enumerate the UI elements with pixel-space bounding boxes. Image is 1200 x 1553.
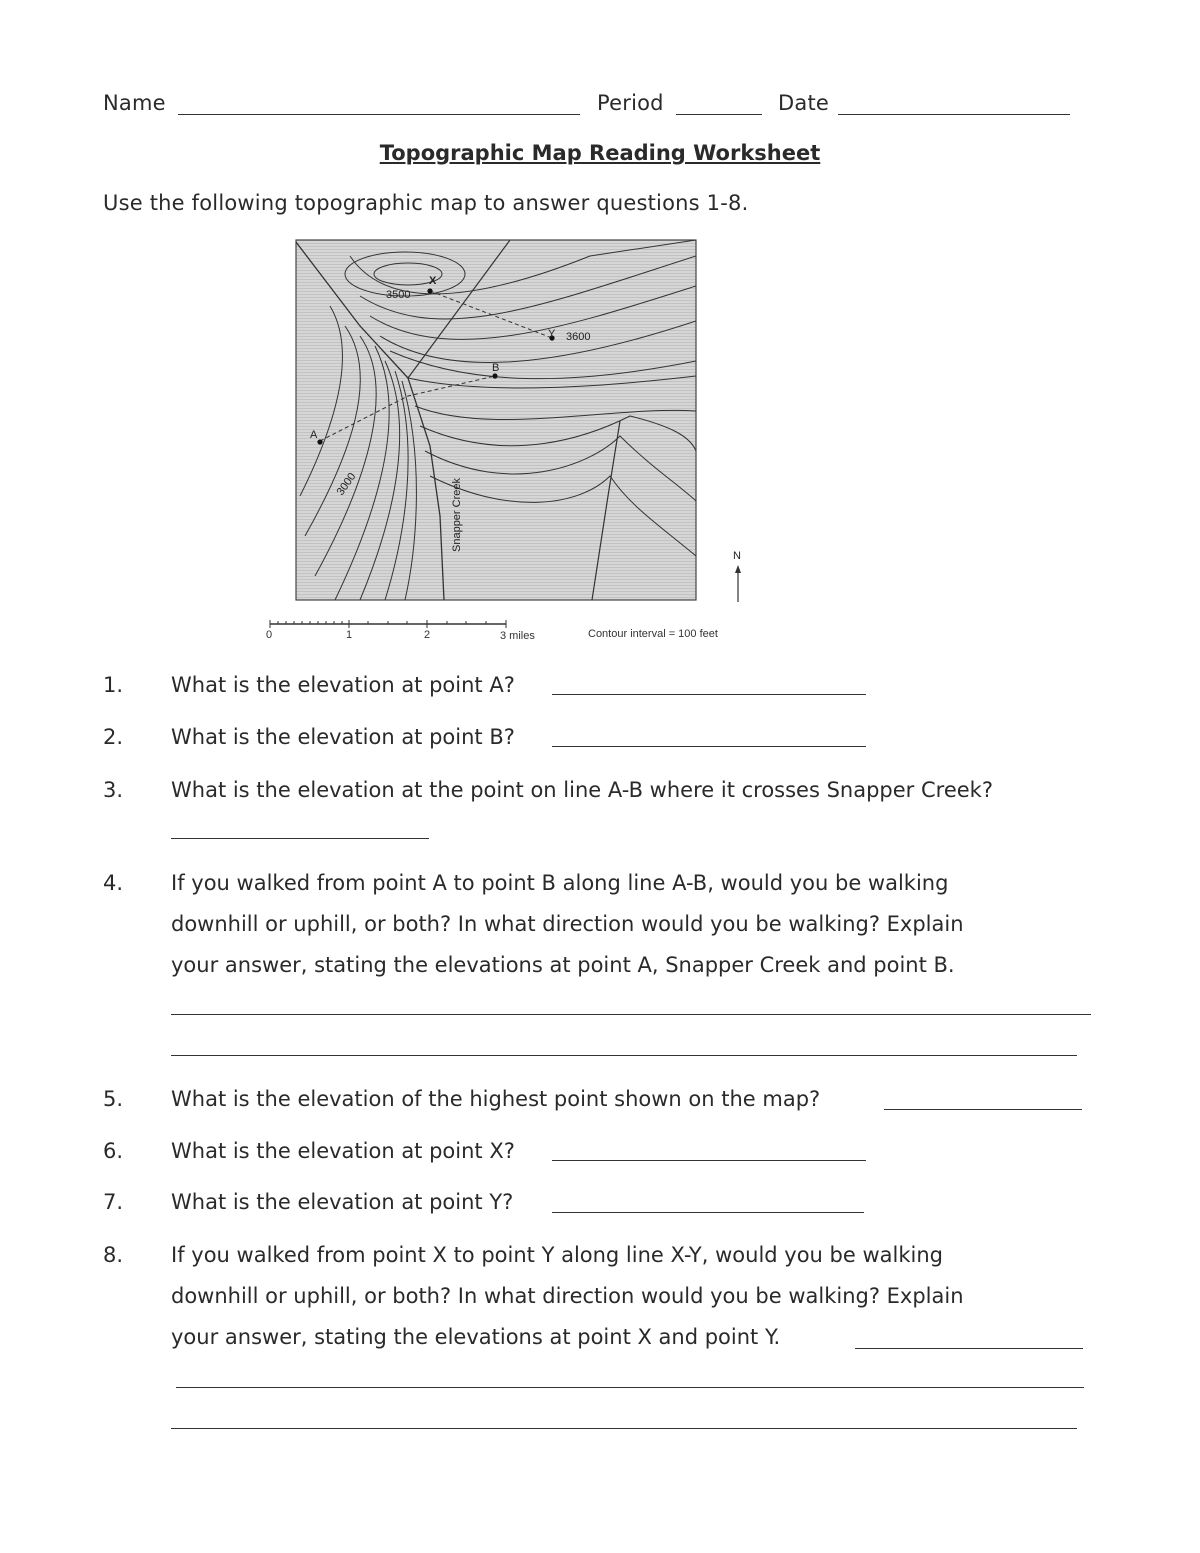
point-b-label: B: [492, 362, 500, 374]
map-scale-bar: [262, 614, 762, 648]
question-8-line-1: If you walked from point X to point Y along line X-Y, would you be walking: [171, 1243, 943, 1267]
date-label: Date: [778, 91, 829, 115]
period-label: Period: [597, 91, 664, 115]
question-4-number: 4.: [103, 871, 124, 895]
answer-5-field[interactable]: [884, 1109, 1082, 1110]
question-1-text: What is the elevation at point A?: [171, 673, 515, 697]
question-2-number: 2.: [103, 725, 124, 749]
question-5-number: 5.: [103, 1087, 124, 1111]
question-6-text: What is the elevation at point X?: [171, 1139, 515, 1163]
date-field[interactable]: [838, 114, 1070, 115]
point-x-label: X: [429, 275, 437, 287]
answer-8-field-line-2[interactable]: [171, 1428, 1077, 1429]
page-title: Topographic Map Reading Worksheet: [379, 141, 821, 165]
scale-tick-2: 2: [424, 629, 431, 641]
topographic-map: [290, 236, 750, 608]
question-3-number: 3.: [103, 778, 124, 802]
scale-tick-0: 0: [266, 629, 273, 641]
contour-label-3500: 3500: [386, 289, 411, 301]
question-8-line-3: your answer, stating the elevations at point X and point Y.: [171, 1325, 781, 1349]
question-8-line-2: downhill or uphill, or both? In what direction would you be walking? Explain: [171, 1284, 964, 1308]
point-y-label: Y: [548, 328, 556, 340]
question-3-text: What is the elevation at the point on line A-B where it crosses Snapper Creek?: [171, 778, 993, 802]
question-4-line-2: downhill or uphill, or both? In what direction would you be walking? Explain: [171, 912, 964, 936]
question-2-text: What is the elevation at point B?: [171, 725, 515, 749]
point-b-marker: [492, 373, 497, 378]
answer-2-field[interactable]: [552, 746, 866, 747]
answer-4-field-line-1[interactable]: [171, 1014, 1091, 1015]
point-a-marker: [317, 439, 322, 444]
answer-6-field[interactable]: [552, 1160, 866, 1161]
contour-label-3000: 3000: [334, 470, 359, 498]
point-x-marker: [427, 288, 432, 293]
point-a-label: A: [310, 429, 318, 441]
creek-label: Snapper Creek: [451, 478, 463, 552]
question-4-line-1: If you walked from point A to point B along line A-B, would you be walking: [171, 871, 949, 895]
question-1-number: 1.: [103, 673, 124, 697]
contour-label-3600: 3600: [566, 331, 591, 343]
question-6-number: 6.: [103, 1139, 124, 1163]
answer-7-field[interactable]: [552, 1212, 864, 1213]
answer-1-field[interactable]: [552, 694, 866, 695]
period-field[interactable]: [676, 114, 762, 115]
scale-tick-1: 1: [346, 629, 353, 641]
contour-interval: Contour interval = 100 feet: [588, 628, 718, 640]
name-field[interactable]: [178, 114, 580, 115]
north-label: N: [733, 550, 741, 562]
answer-8-field-inline[interactable]: [855, 1348, 1083, 1349]
answer-8-field-line-1[interactable]: [176, 1387, 1084, 1388]
question-8-number: 8.: [103, 1243, 124, 1267]
answer-3-field[interactable]: [171, 838, 429, 839]
question-4-line-3: your answer, stating the elevations at point A, Snapper Creek and point B.: [171, 953, 955, 977]
question-7-number: 7.: [103, 1190, 124, 1214]
question-5-text: What is the elevation of the highest point shown on the map?: [171, 1087, 821, 1111]
answer-4-field-line-2[interactable]: [171, 1055, 1077, 1056]
instructions: Use the following topographic map to answer questions 1-8.: [103, 191, 749, 215]
map-frame: [296, 240, 696, 600]
question-7-text: What is the elevation at point Y?: [171, 1190, 514, 1214]
name-label: Name: [103, 91, 166, 115]
scale-tick-3: 3 miles: [500, 630, 535, 642]
